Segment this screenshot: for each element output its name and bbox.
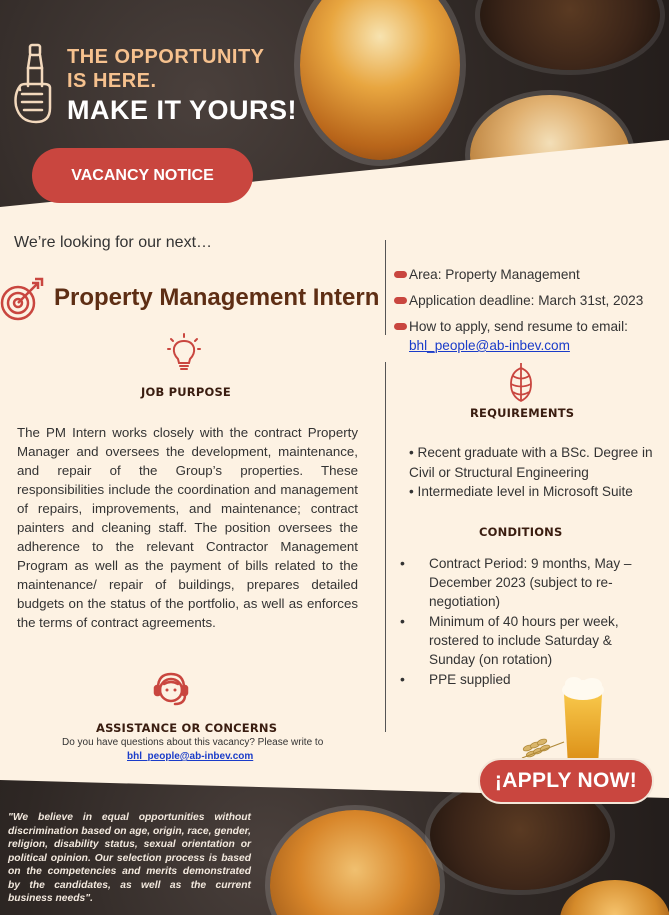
job-title: Property Management Intern — [54, 284, 380, 311]
bullet-icon — [394, 297, 407, 304]
area-text: Area: Property Management — [409, 267, 580, 282]
list-item: • Intermediate level in Microsoft Suite — [409, 484, 633, 499]
condition-text: Contract Period: 9 months, May – December 2023 (subject to re-negotiation) — [429, 556, 632, 609]
conditions-heading: CONDITIONS — [479, 525, 563, 539]
requirements-list — [409, 443, 664, 502]
application-details — [394, 266, 664, 344]
column-divider — [385, 362, 386, 732]
list-item — [394, 318, 664, 335]
bullet-icon — [394, 323, 407, 330]
equal-opportunity-statement: "We believe in equal opportunities without discrimination based on age, origin, race, gender, religion, disability status, sexual orientation or political opinion. Our selection process is based on the competencies and merits demonstrated by the candidates, as well as the current business needs". — [8, 812, 251, 904]
intro-text: We’re looking for our next… — [14, 234, 213, 251]
hop-icon — [507, 362, 535, 402]
list-item — [397, 612, 637, 669]
header-line-2: IS HERE. — [67, 70, 157, 92]
job-purpose-text: The PM Intern works closely with the contract Property Manager and oversees the development, maintenance, and repair of the Group’s properties. These responsibilities include the coordination and management of repairs, improvements, and maintenance; contract painters and cleaning staff. The position oversees the adherence to the relevant Contractor Management Program as well as the payment of bills related to the maintenance/ repair of buildings, prepares detailed budgets on the status of the portfolio, as well as enforces the terms of contract agreements. — [17, 425, 358, 630]
apply-email-link[interactable]: bhl_people@ab-inbev.com — [409, 338, 570, 353]
condition-text: PPE supplied — [429, 672, 511, 687]
assistance-heading: ASSISTANCE OR CONCERNS — [96, 721, 278, 735]
requirements-heading: REQUIREMENTS — [470, 406, 575, 420]
bullet-icon: • — [400, 671, 405, 687]
lightbulb-icon — [167, 333, 201, 373]
target-icon — [0, 275, 44, 323]
vacancy-notice-badge: VACANCY NOTICE — [32, 148, 253, 203]
list-item: • Recent graduate with a BSc. Degree in Civil or Structural Engineering — [409, 445, 653, 480]
column-divider — [385, 240, 386, 335]
condition-text: Minimum of 40 hours per week, rostered to include Saturday & Sunday (on rotation) — [429, 614, 619, 667]
deadline-text: Application deadline: March 31st, 2023 — [409, 293, 644, 308]
headset-icon — [150, 668, 192, 710]
bullet-icon — [394, 271, 407, 278]
bullet-icon: • — [400, 555, 405, 571]
list-item — [397, 554, 637, 611]
job-purpose-heading: JOB PURPOSE — [141, 385, 231, 399]
header-slogan — [67, 45, 297, 126]
assistance-email-link[interactable]: bhl_people@ab-inbev.com — [127, 751, 254, 762]
header-line-3: MAKE IT YOURS! — [67, 95, 298, 125]
list-item — [394, 292, 664, 309]
assistance-text: Do you have questions about this vacancy? Please write to — [62, 737, 324, 748]
list-item — [394, 266, 664, 283]
conditions-list — [397, 554, 637, 690]
header-line-1: THE OPPORTUNITY — [67, 46, 265, 68]
bullet-icon: • — [400, 613, 405, 629]
apply-now-button[interactable]: ¡APPLY NOW! — [478, 758, 654, 804]
beer-bottle-hand-icon — [8, 42, 58, 126]
how-to-apply-text: How to apply, send resume to email: — [409, 319, 628, 334]
